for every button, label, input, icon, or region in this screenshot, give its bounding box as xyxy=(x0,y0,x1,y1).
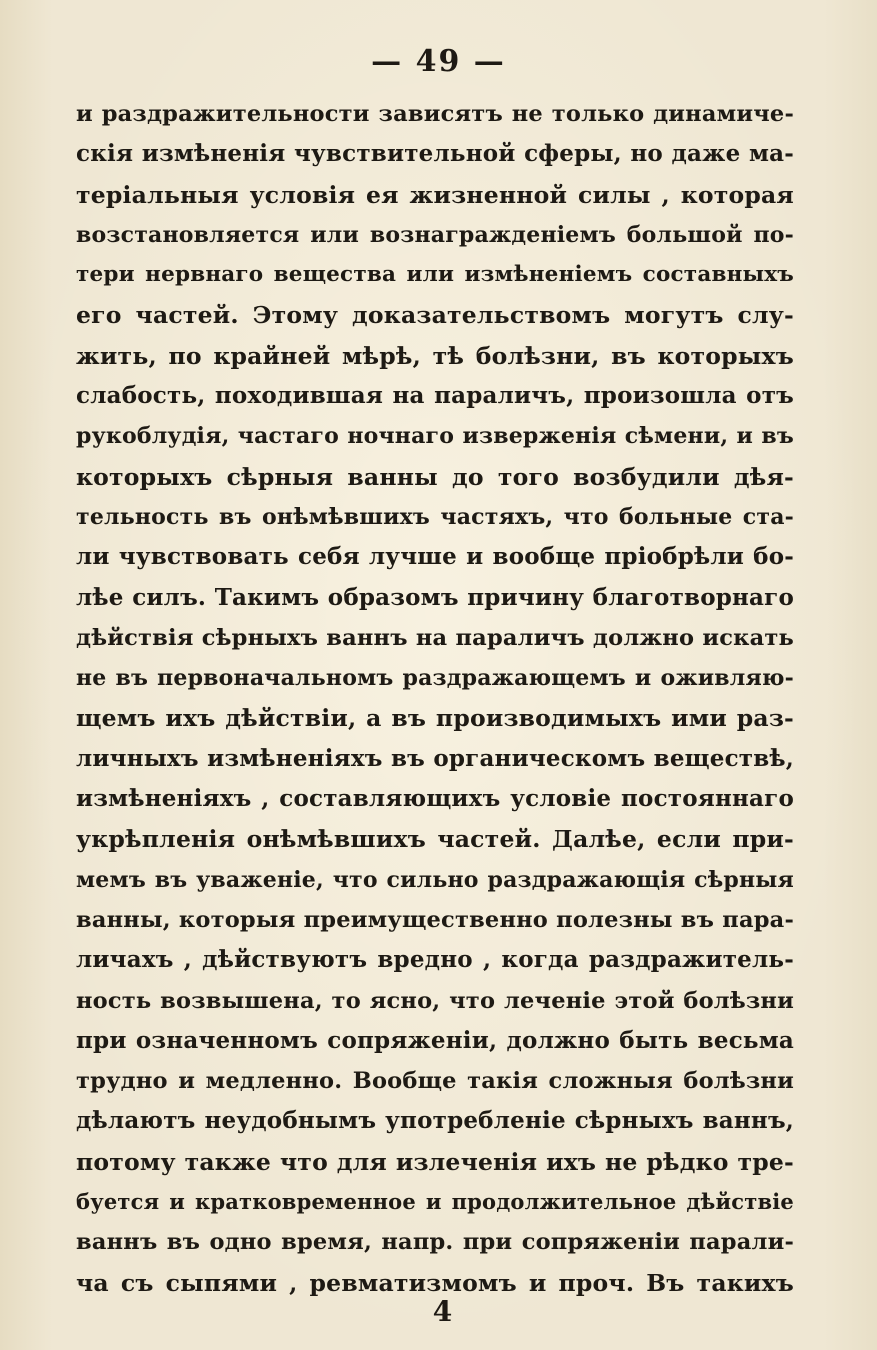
text-line: рукоблудія, частаго ночнаго изверженія сѣмени, и въ xyxy=(76,423,794,450)
text-line: укрѣпленія онѣмѣвшихъ частей. Далѣе, если при- xyxy=(76,825,794,854)
text-line: скія измѣненія чувствительной сферы, но даже ма- xyxy=(76,140,794,168)
text-line: слабость, походившая на параличъ, произошла отъ xyxy=(76,382,794,410)
text-line: и раздражительности зависятъ не только динамиче- xyxy=(76,101,794,127)
text-line: мемъ въ уваженіе, что сильно раздражающія сѣрныя xyxy=(76,866,794,893)
text-line: потому также что для излеченія ихъ не рѣдко тре- xyxy=(76,1147,794,1176)
text-line: буется и кратковременное и продолжительное дѣйствіе xyxy=(76,1189,794,1215)
text-line: трудно и медленно. Вообще такія сложныя болѣзни xyxy=(76,1068,794,1095)
text-line: ли чувствовать себя лучше и вообще пріобрѣли бо- xyxy=(76,543,794,571)
body-text xyxy=(76,94,794,1303)
text-line: при означенномъ сопряженіи, должно быть весьма xyxy=(76,1026,794,1054)
text-line: ваннъ въ одно время, напр. при сопряженіи парали- xyxy=(76,1229,794,1256)
text-line: личахъ , дѣйствуютъ вредно , когда раздражитель- xyxy=(76,946,794,974)
text-line: тери нервнаго вещества или измѣненіемъ составныхъ xyxy=(76,262,794,288)
text-line: дѣлаютъ неудобнымъ употребленіе сѣрныхъ ваннъ, xyxy=(76,1107,794,1135)
text-line: щемъ ихъ дѣйствіи, а въ производимыхъ ими раз- xyxy=(76,704,794,733)
text-line: жить, по крайней мѣрѣ, тѣ болѣзни, въ которыхъ xyxy=(76,341,794,370)
text-line: его частей. Этому доказательствомъ могутъ слу- xyxy=(76,301,794,330)
text-line: измѣненіяхъ , составляющихъ условіе постояннаго xyxy=(76,785,794,813)
text-line: ванны, которыя преимущественно полезны въ пара- xyxy=(76,906,794,933)
text-line: не въ первоначальномъ раздражающемъ и оживляю- xyxy=(76,665,794,692)
page-number: — 49 — xyxy=(371,44,506,79)
signature-mark: 4 xyxy=(432,1295,453,1328)
text-line: тельность въ онѣмѣвшихъ частяхъ, что больные ста- xyxy=(76,503,794,530)
text-line: ность возвышена, то ясно, что леченіе этой болѣзни xyxy=(76,987,794,1014)
text-line: дѣйствія сѣрныхъ ваннъ на параличъ должно искать xyxy=(76,624,794,651)
text-line: личныхъ измѣненіяхъ въ органическомъ веществѣ, xyxy=(76,744,794,772)
text-line: лѣе силъ. Такимъ образомъ причину благотворнаго xyxy=(76,583,794,611)
text-line: ча съ сыпями , ревматизмомъ и проч. Въ такихъ xyxy=(76,1268,794,1297)
text-line: теріальныя условія ея жизненной силы , которая xyxy=(76,180,794,209)
text-line: которыхъ сѣрныя ванны до того возбудили дѣя- xyxy=(76,462,794,491)
text-line: возстановляется или вознагражденіемъ большой по- xyxy=(76,221,794,248)
